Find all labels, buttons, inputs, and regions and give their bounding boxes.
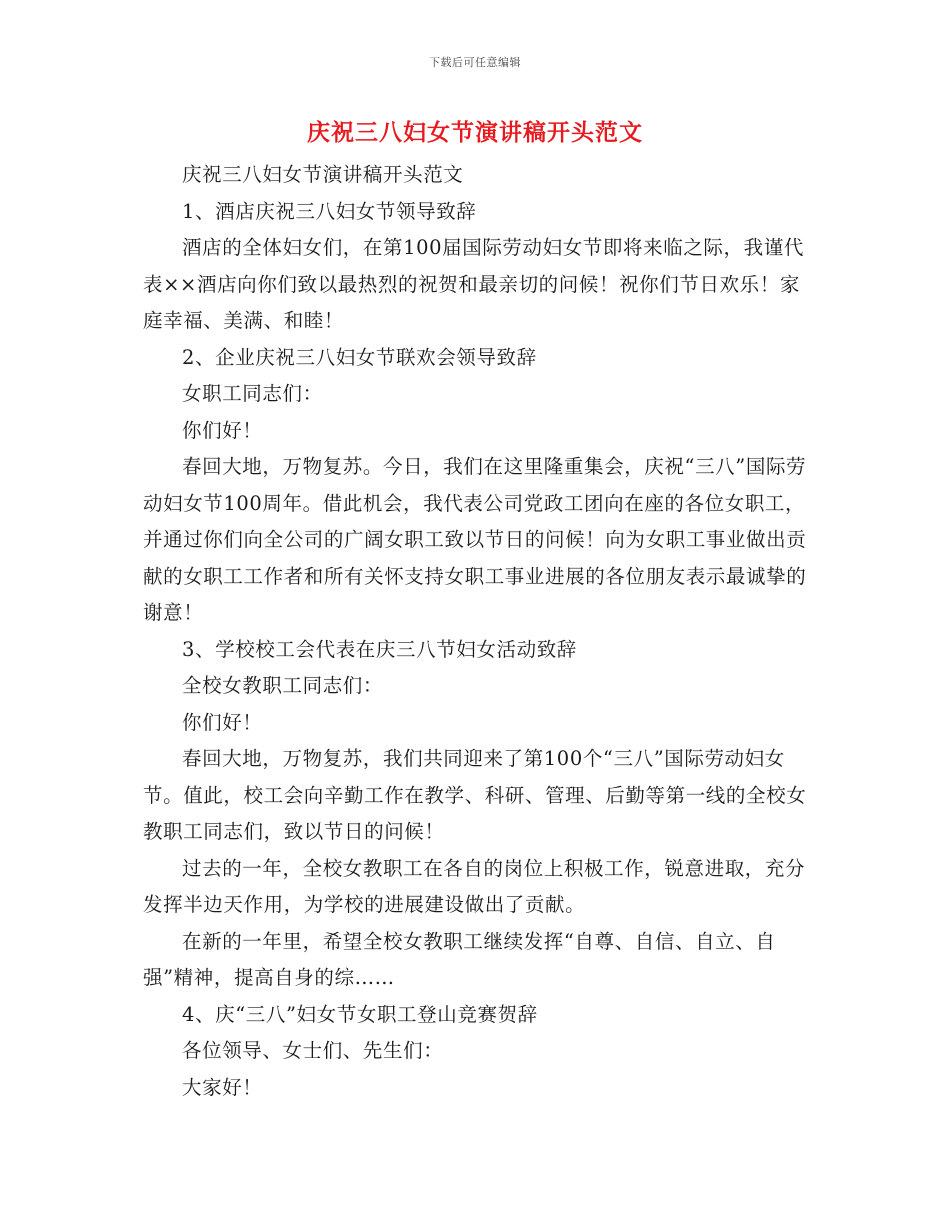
section-heading-3: 3、学校校工会代表在庆三八节妇女活动致辞	[182, 637, 577, 661]
document-title: 庆祝三八妇女节演讲稿开头范文	[307, 120, 643, 146]
greeting: 你们好！	[182, 710, 263, 734]
paragraph: 过去的一年，全校女教职工在各自的岗位上积极工作，锐意进取，充分发挥半边天作用，为学校的进展建设做出了贡献。	[143, 856, 806, 916]
paragraph-subtitle: 庆祝三八妇女节演讲稿开头范文	[182, 163, 464, 186]
paragraph: 春回大地，万物复苏，我们共同迎来了第100个“三八”国际劳动妇女节。值此，校工会向辛勤工作在教学、科研、管理、后勤等第一线的全校女教职工同志们，致以节日的问候！	[143, 747, 807, 843]
greeting: 你们好！	[182, 418, 263, 442]
section-heading-4: 4、庆“三八”妇女节女职工登山竞赛贺辞	[182, 1002, 538, 1026]
section-heading-1: 1、酒店庆祝三八妇女节领导致辞	[182, 199, 477, 223]
section-heading-2: 2、企业庆祝三八妇女节联欢会领导致辞	[182, 345, 537, 369]
greeting: 大家好！	[182, 1075, 263, 1099]
paragraph: 酒店的全体妇女们，在第100届国际劳动妇女节即将来临之际，我谨代表××酒店向你们致以最热烈的祝贺和最亲切的问候！祝你们节日欢乐！家庭幸福、美满、和睦！	[143, 236, 804, 332]
paragraph: 春回大地，万物复苏。今日，我们在这里隆重集会，庆祝“三八”国际劳动妇女节100周年。借此机会，我代表公司党政工团向在座的各位女职工，并通过你们向全公司的广阔女职工致以节日的问候！向为女职工事业做出贡献的女职工工作者和所有关怀支持女职工事业进展的各位朋友表示最诚挚的谢意！	[143, 455, 807, 624]
salutation: 各位领导、女士们、先生们：	[182, 1039, 444, 1062]
salutation: 全校女教职工同志们：	[182, 674, 384, 697]
document-body	[143, 157, 811, 1106]
salutation: 女职工同志们：	[182, 382, 323, 405]
paragraph: 在新的一年里，希望全校女教职工继续发挥“自尊、自信、自立、自强”精神，提高自身的综……	[143, 929, 776, 989]
header-note: 下载后可任意编辑	[429, 56, 521, 69]
